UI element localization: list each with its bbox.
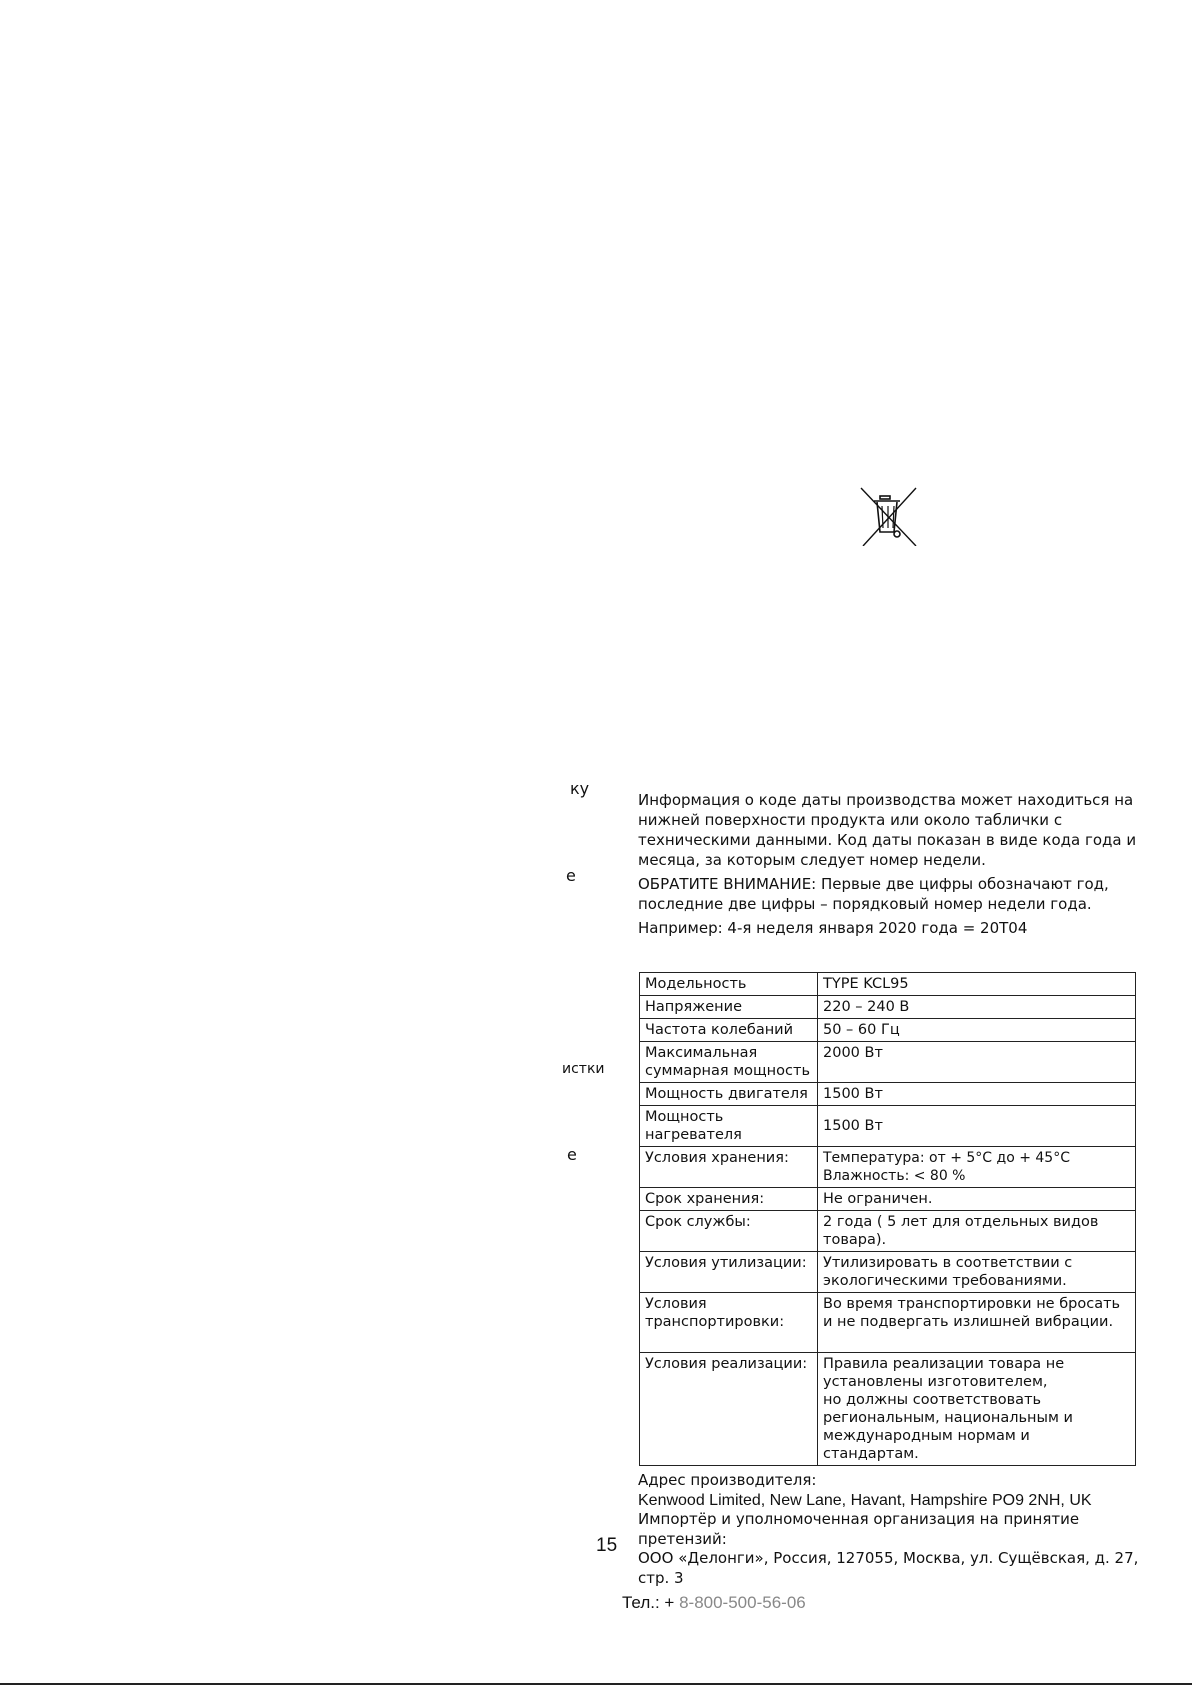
table-row (640, 1147, 1136, 1188)
spec-value: 50 – 60 Гц (818, 1019, 1136, 1042)
spec-key: Срок службы: (640, 1211, 818, 1252)
spec-key: Мощность двигателя (640, 1083, 818, 1106)
table-row (640, 1188, 1136, 1211)
spec-key: Мощность нагревателя (640, 1106, 818, 1147)
phone-number: 8-800-500-56-06 (679, 1593, 806, 1612)
spec-key: Условия транспортировки: (640, 1293, 818, 1353)
text-fragment: истки (562, 1061, 605, 1077)
spec-key: Условия реализации: (640, 1353, 818, 1466)
table-row (640, 996, 1136, 1019)
phone-line (622, 1593, 806, 1613)
importer-line: претензий: (638, 1529, 727, 1548)
table-row (640, 1106, 1136, 1147)
table-row (640, 1293, 1136, 1353)
phone-label: Тел.: + (622, 1593, 675, 1612)
table-row (640, 1211, 1136, 1252)
text-fragment: ку (570, 779, 590, 798)
spec-key: Модельность (640, 973, 818, 996)
date-code-info (638, 790, 1138, 942)
spec-value: 1500 Вт (818, 1083, 1136, 1106)
spec-key: Условия хранения: (640, 1147, 818, 1188)
text-fragment: е (566, 866, 576, 885)
importer-line: Импортёр и уполномоченная организация на принятие (638, 1510, 1080, 1528)
storage-temperature: Температура: от + 5°С до + 45°С (823, 1150, 1070, 1166)
table-row (640, 1019, 1136, 1042)
spec-value: 2000 Вт (818, 1042, 1136, 1083)
address-block (638, 1471, 1158, 1588)
page-number: 15 (596, 1535, 618, 1556)
spec-value: Утилизировать в соответствии с экологическими требованиями. (818, 1252, 1136, 1293)
date-code-paragraph: Информация о коде даты производства может находиться на нижней поверхности продукта или около таблички с техническими данными. Код даты показан в виде кода года и месяца, за которым следует номер недели. (638, 791, 1137, 869)
table-row (640, 1353, 1136, 1466)
spec-value (818, 1147, 1136, 1188)
spec-key: Максимальная суммарная мощность (640, 1042, 818, 1083)
address-label: Адрес производителя: (638, 1471, 817, 1489)
spec-value (818, 1353, 1136, 1466)
spec-key: Частота колебаний (640, 1019, 818, 1042)
spec-value: 1500 Вт (818, 1106, 1136, 1147)
spec-key: Условия утилизации: (640, 1252, 818, 1293)
spec-value: TYPE KCL95 (818, 973, 1136, 996)
table-row (640, 1042, 1136, 1083)
spec-value: 2 года ( 5 лет для отдельных видов товара). (818, 1211, 1136, 1252)
text-fragment: е (567, 1145, 577, 1164)
importer-address: ООО «Делонги», Россия, 127055, Москва, ул. Сущёвская, д. 27, (638, 1549, 1139, 1567)
example-paragraph: Например: 4-я неделя января 2020 года = 20Т04 (638, 919, 1028, 937)
crossed-out-wheelie-bin-icon (858, 486, 918, 546)
spec-value: Не ограничен. (818, 1188, 1136, 1211)
sales-standards: но должны соответствовать региональным, национальным и международным нормам и стандартам. (823, 1392, 1073, 1462)
spec-key: Срок хранения: (640, 1188, 818, 1211)
table-row (640, 1252, 1136, 1293)
sales-rules: Правила реализации товара не установлены изготовителем, (823, 1356, 1065, 1390)
note-paragraph: ОБРАТИТЕ ВНИМАНИЕ: Первые две цифры обозначают год, последние две цифры – порядковый номер недели года. (638, 875, 1109, 913)
spec-value: Во время транспортировки не бросать и не подвергать излишней вибрации. (818, 1293, 1136, 1353)
manufacturer-address: Kenwood Limited, New Lane, Havant, Hampshire PO9 2NH, UK (638, 1491, 1092, 1509)
spec-value: 220 – 240 В (818, 996, 1136, 1019)
table-row (640, 973, 1136, 996)
importer-address: стр. 3 (638, 1568, 684, 1587)
table-row (640, 1083, 1136, 1106)
spec-key: Напряжение (640, 996, 818, 1019)
specifications-table (639, 972, 1136, 1466)
storage-humidity: Влажность: < 80 % (823, 1168, 966, 1184)
